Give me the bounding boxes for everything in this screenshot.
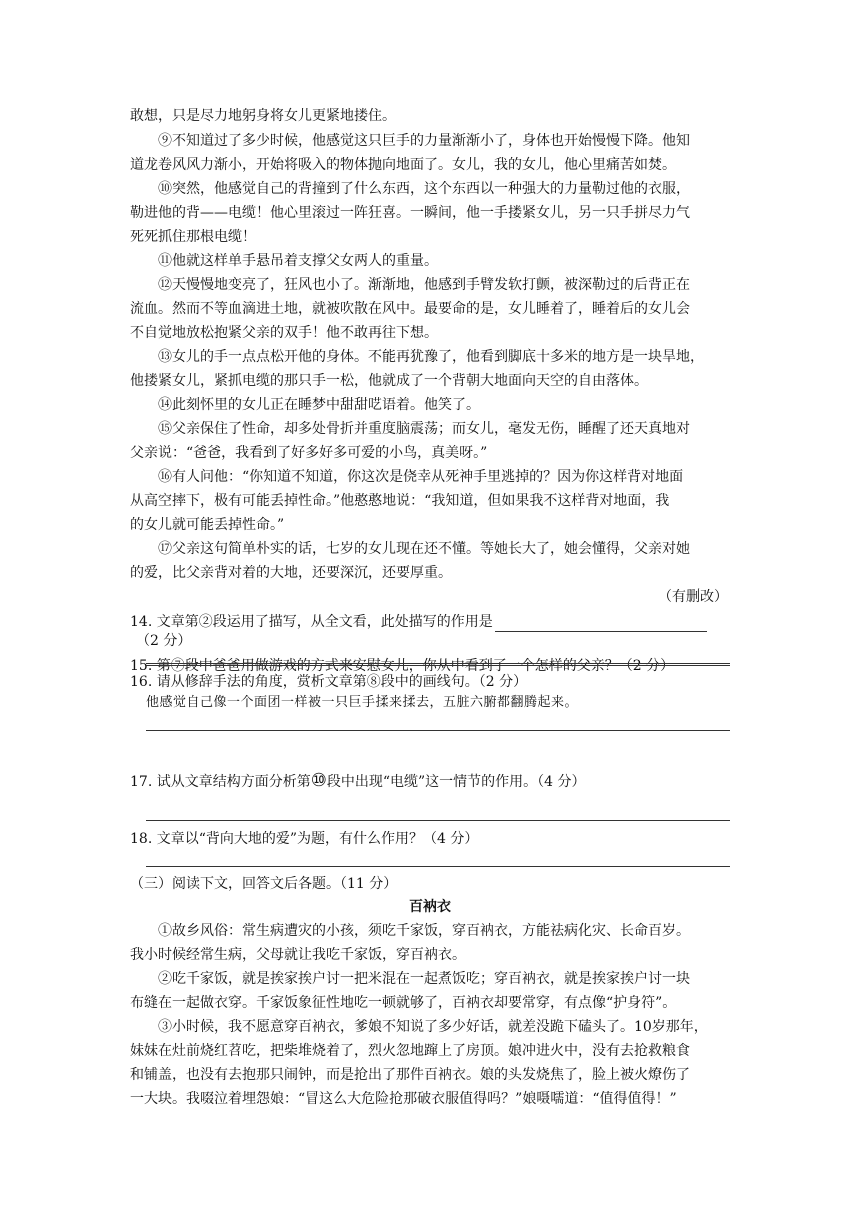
section-3-heading: （三）阅读下文，回答文后各题。（11 分）	[130, 876, 398, 892]
question-16: 16. 请从修辞手法的角度，赏析文章第⑧段中的画线句。（2 分）	[130, 674, 528, 690]
question-17	[130, 772, 730, 792]
para-line: 敢想，只是尽力地躬身将女儿更紧地搂住。	[130, 108, 396, 124]
article-line: 和铺盖，也没有去抱那只闹钟，而是抢出了那件百衲衣。娘的头发烧焦了，脸上被火燎伤了	[130, 1067, 690, 1083]
question-18: 18. 文章以“背向大地的爱”为题，有什么作用？（4 分）	[130, 831, 479, 847]
para-line: 勒进他的背——电缆！他心里滚过一阵狂喜。一瞬间，他一手搂紧女儿，另一只手拼尽力气	[130, 205, 690, 221]
answer-line-15[interactable]	[146, 665, 730, 666]
question-15: 15. 第⑦段中爸爸用做游戏的方式来安慰女儿，你从中看到了一个怎样的父亲？（2 分）	[130, 658, 675, 674]
para-line: ⑬女儿的手一点点松开他的身体。不能再犹豫了，他看到脚底十多米的地方是一块旱地，	[158, 349, 704, 365]
para-line: ⑫天慢慢地变亮了，狂风也小了。渐渐地，他感到手臂发软打颤，被深勒过的后背正在	[158, 277, 690, 293]
para-line: 从高空摔下，极有可能丢掉性命。”他憨憨地说：“我知道，但如果我不这样背对地面，我	[130, 493, 670, 509]
para-line: ⑮父亲保住了性命，却多处骨折并重度脑震荡；而女儿，毫发无伤，睡醒了还天真地对	[158, 421, 690, 437]
article-line: 妹妹在灶前烧红苕吃，把柴堆烧着了，烈火忽地蹿上了房顶。娘冲进火中，没有去抢救粮食	[130, 1043, 690, 1059]
answer-line-15b	[146, 663, 730, 664]
question-14	[130, 612, 730, 632]
article-line: ①故乡风俗：常生病遭灾的小孩，须吃千家饭，穿百衲衣，方能祛病化灾、长命百岁。	[158, 923, 690, 939]
para-line: 不自觉地放松抱紧父亲的双手！他不敢再往下想。	[130, 325, 438, 341]
para-line: ⑨不知道过了多少时候，他感觉这只巨手的力量渐渐小了，身体也开始慢慢下降。他知	[158, 133, 690, 149]
answer-line-17[interactable]	[146, 820, 730, 821]
question-17-pre: 17. 试从文章结构方面分析第	[130, 774, 311, 790]
answer-line-18[interactable]	[146, 866, 730, 867]
article-line: ②吃千家饭，就是挨家挨户讨一把米混在一起煮饭吃；穿百衲衣，就是挨家挨户讨一块	[158, 971, 690, 987]
question-14-text: 14. 文章第②段运用了描写，从全文看，此处描写的作用是	[130, 614, 493, 630]
para-line: ⑩突然，他感觉自己的背撞到了什么东西，这个东西以一种强大的力量勒过他的衣服，	[158, 181, 690, 197]
para-line: 流血。然而不等血滴进土地，就被吹散在风中。最要命的是，女儿睡着了，睡着后的女儿会	[130, 301, 690, 317]
para-line: 他搂紧女儿，紧抓电缆的那只手一松，他就成了一个背朝大地面向天空的自由落体。	[130, 373, 648, 389]
para-line: 父亲说：“爸爸，我看到了好多好多可爱的小鸟，真美呀。”	[130, 445, 488, 461]
article-line: ③小时候，我不愿意穿百衲衣，爹娘不知说了多少好话，就差没跪下磕头了。10岁那年，	[158, 1019, 708, 1035]
para-line: ⑰父亲这句简单朴实的话，七岁的女儿现在还不懂。等她长大了，她会懂得，父亲对她	[158, 541, 690, 557]
answer-blank-14[interactable]	[495, 617, 707, 632]
article-title: 百衲衣	[409, 899, 451, 915]
question-17-post: 段中出现“电缆”这一情节的作用。（4 分）	[326, 774, 586, 790]
question-16-quote: 他感觉自己像一个面团一样被一只巨手揉来揉去，五脏六腑都翻腾起来。	[146, 695, 579, 710]
para-line: 死死抓住那根电缆！	[130, 229, 256, 245]
para-line: ⑪他就这样单手悬吊着支撑父女两人的重量。	[158, 253, 438, 269]
answer-line-16[interactable]	[146, 730, 730, 731]
question-17-number: ⑩	[310, 770, 327, 791]
para-line: ⑯有人问他：“你知道不知道，你这次是侥幸从死神手里逃掉的？因为你这样背对地面	[158, 469, 684, 485]
para-line: 道龙卷风风力渐小，开始将吸入的物体抛向地面了。女儿，我的女儿，他心里痛苦如焚。	[130, 157, 676, 173]
source-note: （有删改）	[658, 589, 728, 605]
para-line: 的爱，比父亲背对着的大地，还要深沉，还要厚重。	[130, 565, 452, 581]
question-14-score: （2 分）	[136, 633, 192, 649]
article-line: 一大块。我啜泣着埋怨娘：“冒这么大危险抢那破衣服值得吗？”娘嗫嚅道：“值得值得！”	[130, 1091, 677, 1107]
para-line: ⑭此刻怀里的女儿正在睡梦中甜甜呓语着。他笑了。	[158, 397, 480, 413]
article-line: 我小时候经常生病，父母就让我吃千家饭，穿百衲衣。	[130, 947, 466, 963]
article-line: 布缝在一起做衣穿。千家饭象征性地吃一顿就够了，百衲衣却要常穿，有点像“护身符”。	[130, 995, 677, 1011]
para-line: 的女儿就可能丢掉性命。”	[130, 517, 285, 533]
